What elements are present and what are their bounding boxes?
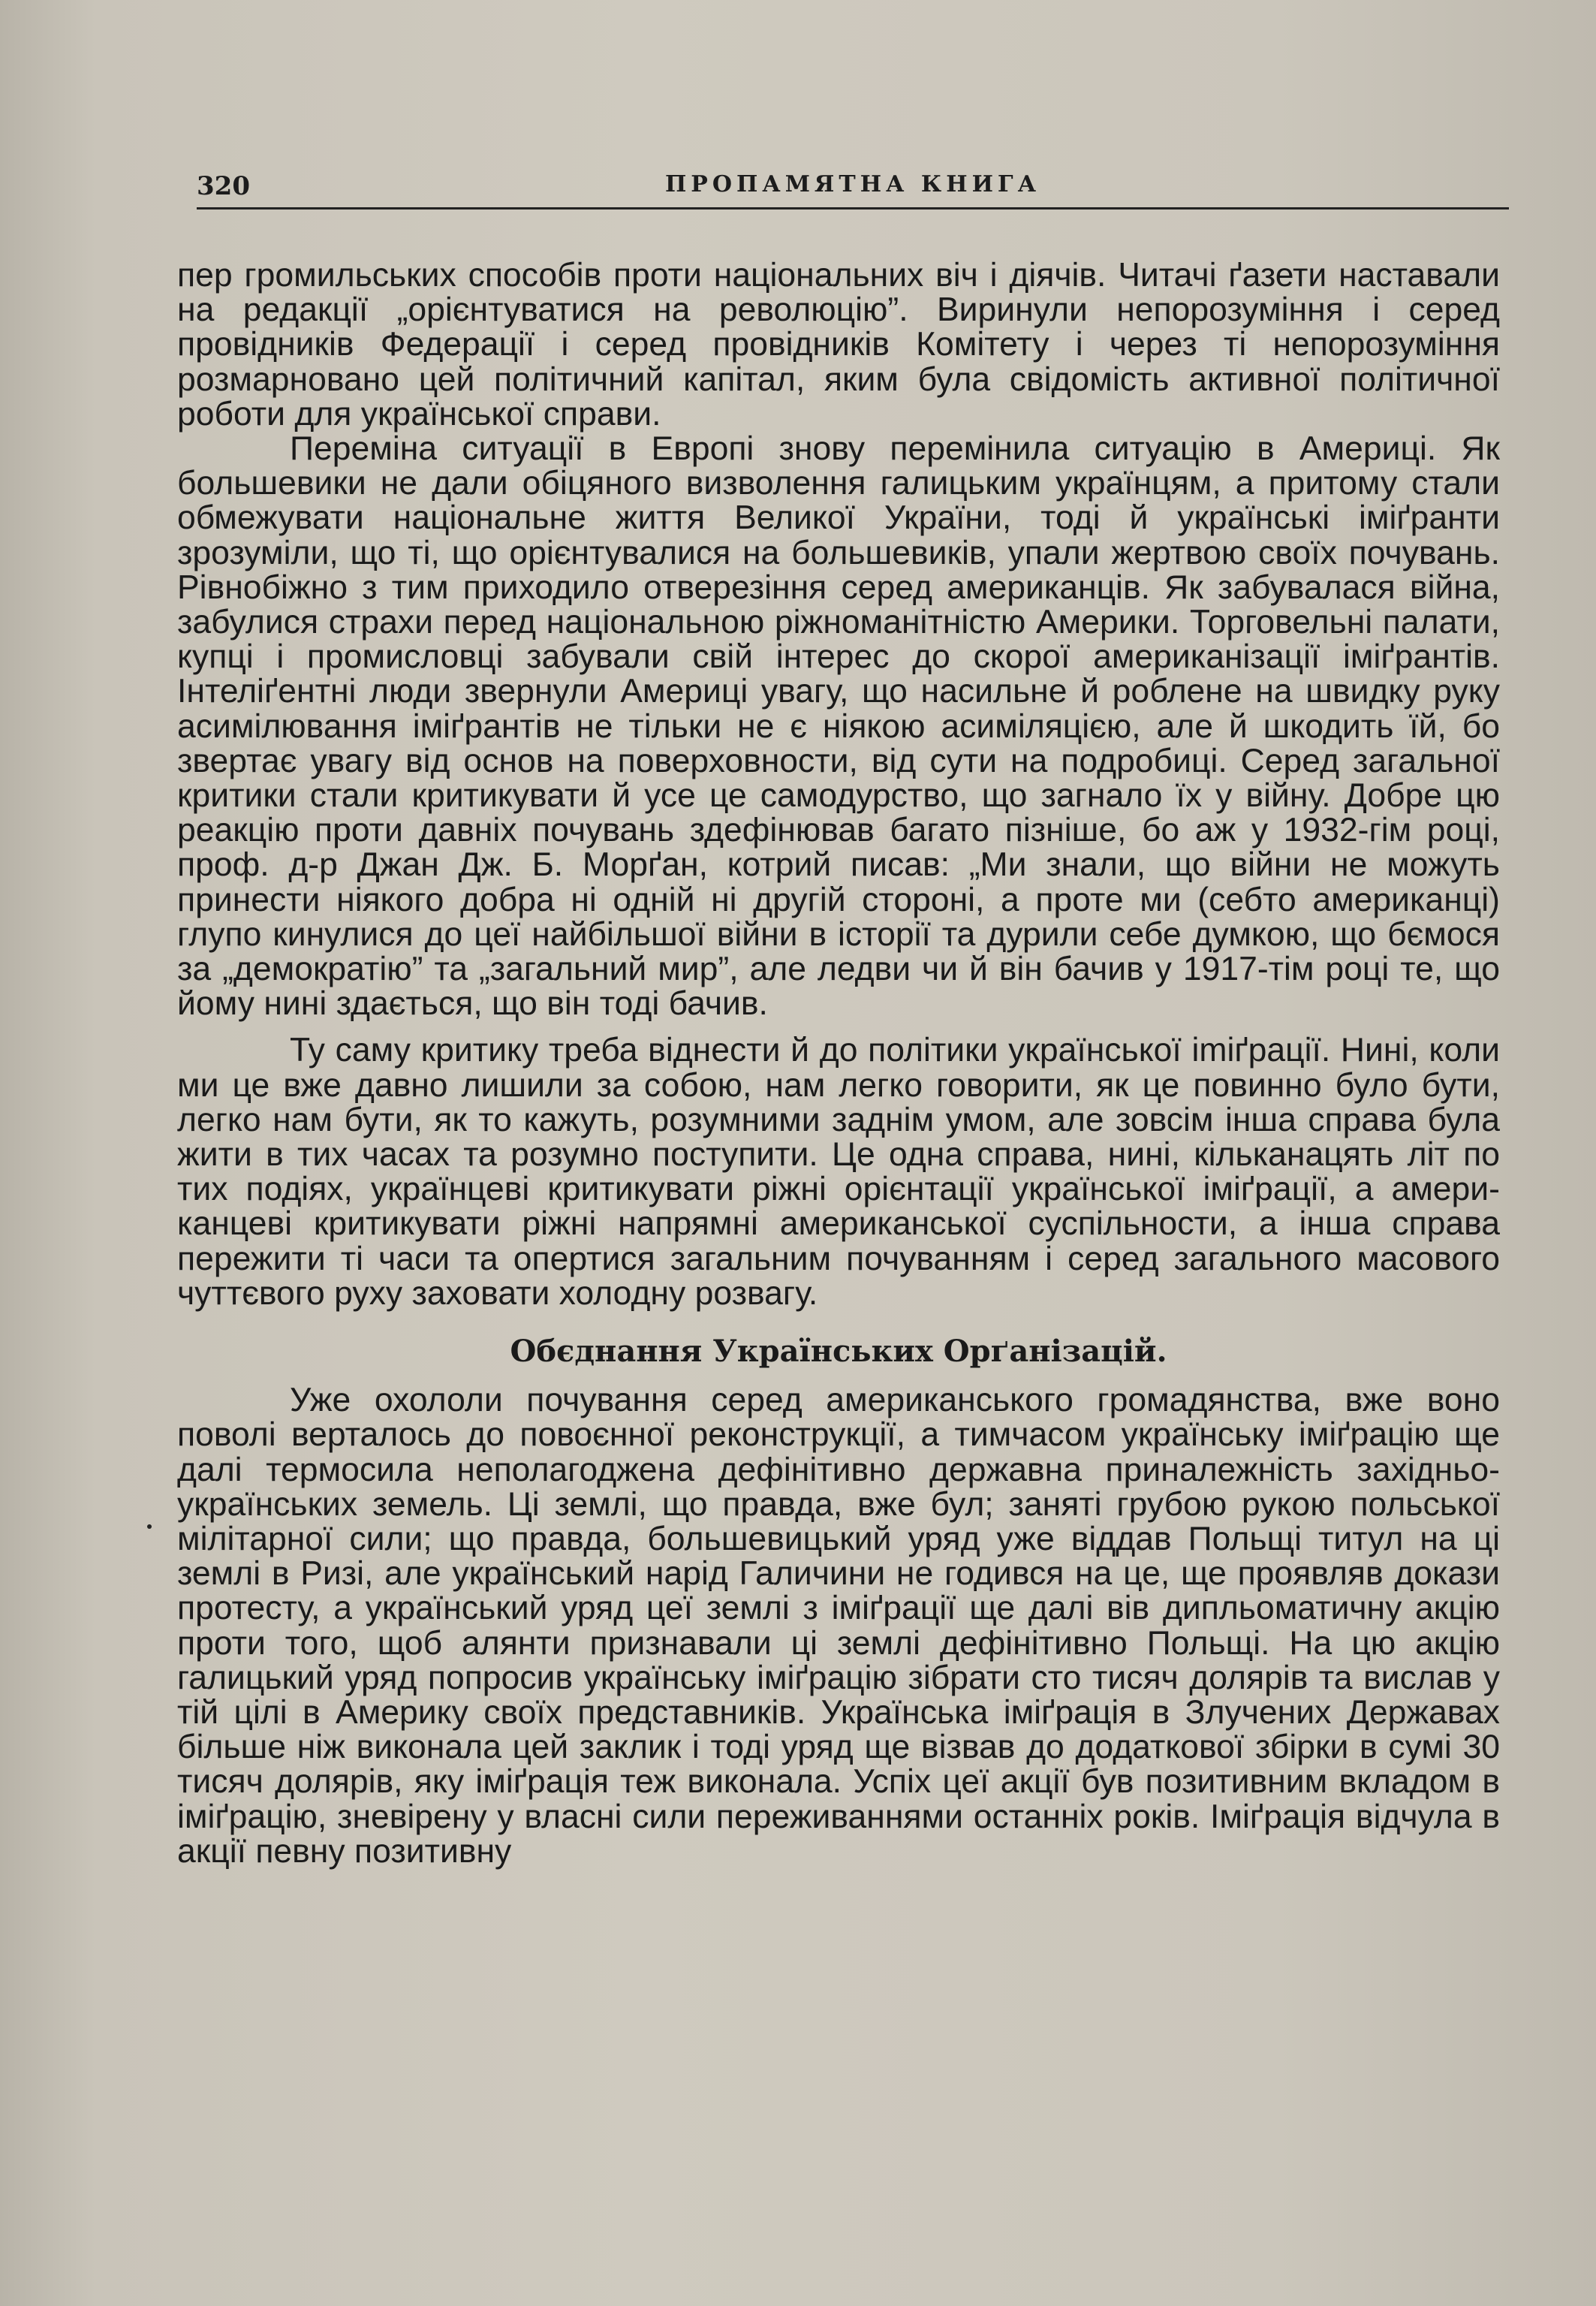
page-number: 320 bbox=[197, 171, 250, 201]
body-text bbox=[177, 258, 1500, 1869]
section-title: Обєднання Українських Орґанізацій. bbox=[510, 1334, 1167, 1370]
section-paragraph-1: Уже охололи почування серед американського громадянства, вже воно поволі верталось до повоєнної реконструкції, а тимчасом українську іміґрацію ще далі термосила неполагоджена дефінітивно державна приналежність західньо-українських земель. Ці землі, що правда, вже бул; заняті грубою рукою польської мілітарної сили; що правда, большевицький уряд уже віддав Польщі титул на ці землі в Ризі, але український нарід Галичини не годився на це, ще проявляв докази протесту, а український уряд цеї землі з іміґрації ще далі вів дипльоматичну акцію проти того, щоб алянти признавали ці землі дефінітивно Польщі. На цю акцію галицький уряд попросив українську іміґрацію зібрати сто тисяч долярів та вислав у тій цілі в Америку своїх представників. Українська іміґрація в Злучених Державах більше ніж виконала цей заклик і тоді уряд ще візвав до додаткової збірки в сумі 30 тисяч долярів, яку іміґрація теж виконала. Успіх цеї акції був позитивним вкладом в іміґрацію, зневірену у власні сили переживаннями останніх років. Іміґрація відчула в акції певну позитивну bbox=[177, 1382, 1500, 1870]
paragraph-2: Переміна ситуації в Европі знову перемінила ситуацію в Америці. Як большевики не дали обіцяного визволення галицьким українцям, а притому стали обмежувати національне життя Великої України, тоді й українські іміґранти зрозуміли, що ті, що орієнтувалися на большевиків, упали жертвою своїх почувань. Рівнобіжно з тим приходило отверезіння серед американців. Як забувалася війна, забулися страхи перед національною ріжноманітністю Америки. Торговельні палати, купці і промисловці забували свій інтерес до скорої американізації іміґрантів. Інтеліґентні люди звернули Америці увагу, що насильне й роблене на швидку руку асимілювання іміґрантів не тільки не є ніякою асиміляцією, але й шкодить їй, бо звертає увагу від основ на поверховности, від сути на подробиці. Серед загальної критики стали критикувати й усе це самодурство, що загнало їх у війну. Добре цю реакцію проти давніх почувань здефінював багато пізніше, бо аж у 1932-гім році, проф. д-р Джан Дж. Б. Морґан, котрий писав: „Ми знали, що війни не можуть принести ніякого добра ні одній ні другій стороні, а проте ми (себто американці) глупо кинулися до цеї найбільшої війни в історії та дурили себе думкою, що бємося за „демократію” та „загальний мир”, але ледви чи й він бачив у 1917-тім році те, що йому нині здається, що він тоді бачив. bbox=[177, 430, 1500, 1023]
running-title: ПРОПАМЯТНА КНИГА bbox=[664, 171, 1041, 197]
page-header bbox=[197, 171, 1509, 209]
paragraph-1: пер громильських способів проти національних віч і діячів. Читачі ґазети наставали на редакції „орієнтуватися на революцію”. Виринули непорозуміння і серед провідників Федерації і серед провідників Комітету і через ті непорозуміння розмарновано цей політичний капітал, яким була свідомість активної політичної роботи для української справи. bbox=[177, 257, 1500, 433]
paragraph-3: Ту саму критику треба віднести й до політики української imiґрації. Нині, коли ми це вже давно лишили за собою, нам легко говорити, як це повинно було бути, легко нам бути, як то кажуть, розумними заднім умом, але зовсім інша справа була жити в тих часах та розумно поступити. Це одна справа, нині, кільканацять літ по тих подіях, українцеві критикувати ріжні орієнтації української іміґрації, а американцеві критикувати ріжні напрямні американської суспільности, а інша справа пережити ті часи та опертися загальним почуванням і серед загального масового чуттєвого руху заховати холодну розвагу. bbox=[177, 1032, 1500, 1312]
ink-speck bbox=[147, 1524, 152, 1529]
